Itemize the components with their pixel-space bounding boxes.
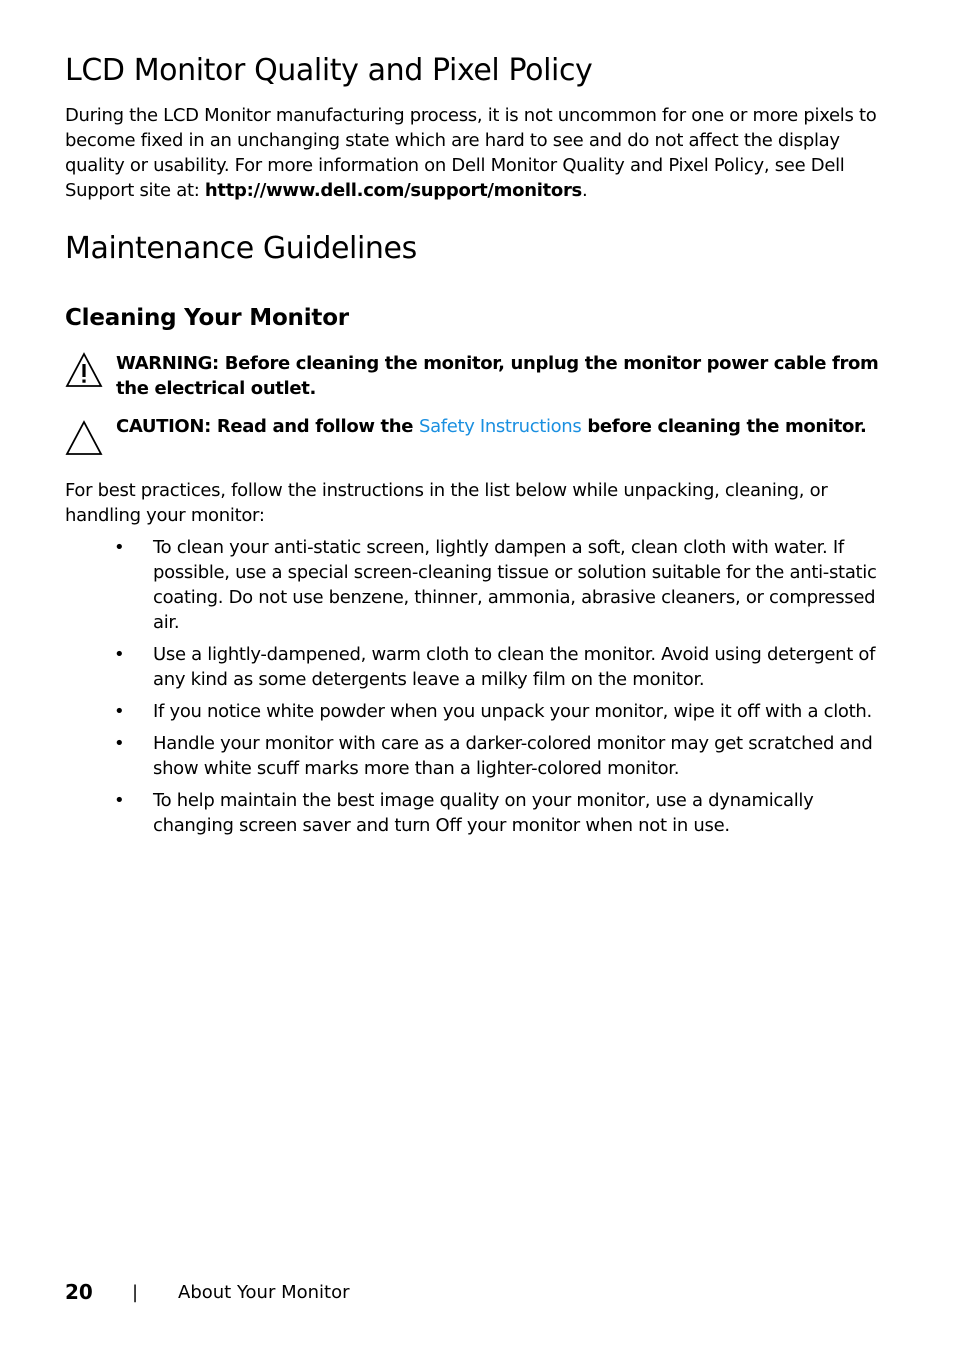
pixel-policy-paragraph bbox=[65, 103, 895, 203]
cleaning-bullet-list bbox=[65, 535, 895, 845]
pixel-policy-body: During the LCD Monitor manufacturing process, it is not uncommon for one or more pixels to become fixed in an unchanging state which are hard to see and do not affect the display quality or usability. For more information on Dell Monitor Quality and Pixel Policy, see Dell Support site at: bbox=[65, 105, 877, 201]
caution-text bbox=[116, 414, 896, 439]
footer-section-title: About Your Monitor bbox=[178, 1282, 350, 1303]
cleaning-intro: For best practices, follow the instructions in the list below while unpacking, cleaning, or handling your monitor: bbox=[65, 480, 828, 526]
list-item-text: Use a lightly-dampened, warm cloth to clean the monitor. Avoid using detergent of any kind as some detergents leave a milky film on the monitor. bbox=[153, 644, 876, 690]
bullet-marker: • bbox=[114, 790, 125, 811]
list-item-text: To clean your anti-static screen, lightly dampen a soft, clean cloth with water. If possible, use a special screen-cleaning tissue or solution suitable for the anti-static coating. Do not use benzene, thinner, ammonia, abrasive cleaners, or compressed air. bbox=[153, 537, 877, 633]
pixel-policy-heading: LCD Monitor Quality and Pixel Policy bbox=[65, 53, 593, 88]
cleaning-heading: Cleaning Your Monitor bbox=[65, 305, 349, 331]
dell-support-link[interactable]: http://www.dell.com/support/monitors bbox=[204, 180, 582, 201]
list-item-text: Handle your monitor with care as a darker-colored monitor may get scratched and show white scuff marks more than a lighter-colored monitor. bbox=[153, 733, 873, 779]
footer-separator: | bbox=[132, 1282, 139, 1303]
caution-text-before: CAUTION: Read and follow the bbox=[116, 416, 420, 437]
bullet-marker: • bbox=[114, 701, 125, 722]
caution-triangle-icon bbox=[65, 419, 103, 455]
list-item-text: If you notice white powder when you unpack your monitor, wipe it off with a cloth. bbox=[153, 701, 872, 722]
bullet-marker: • bbox=[114, 644, 125, 665]
list-item-text: To help maintain the best image quality on your monitor, use a dynamically changing screen saver and turn Off your monitor when not in use. bbox=[153, 790, 814, 836]
safety-instructions-link[interactable]: Safety Instructions bbox=[419, 416, 582, 437]
page-number: 20 bbox=[65, 1280, 93, 1304]
caution-text-after: before cleaning the monitor. bbox=[581, 416, 867, 437]
list-item bbox=[65, 642, 895, 692]
list-item bbox=[65, 535, 895, 635]
pixel-policy-end: . bbox=[581, 180, 588, 201]
list-item bbox=[65, 788, 895, 838]
bullet-marker: • bbox=[114, 733, 125, 754]
bullet-marker: • bbox=[114, 537, 125, 558]
list-item bbox=[65, 731, 895, 781]
warning-triangle-icon bbox=[65, 351, 103, 387]
list-item bbox=[65, 699, 895, 724]
warning-text: WARNING: Before cleaning the monitor, unplug the monitor power cable from the electrical outlet. bbox=[116, 353, 879, 399]
maintenance-heading: Maintenance Guidelines bbox=[65, 231, 417, 266]
